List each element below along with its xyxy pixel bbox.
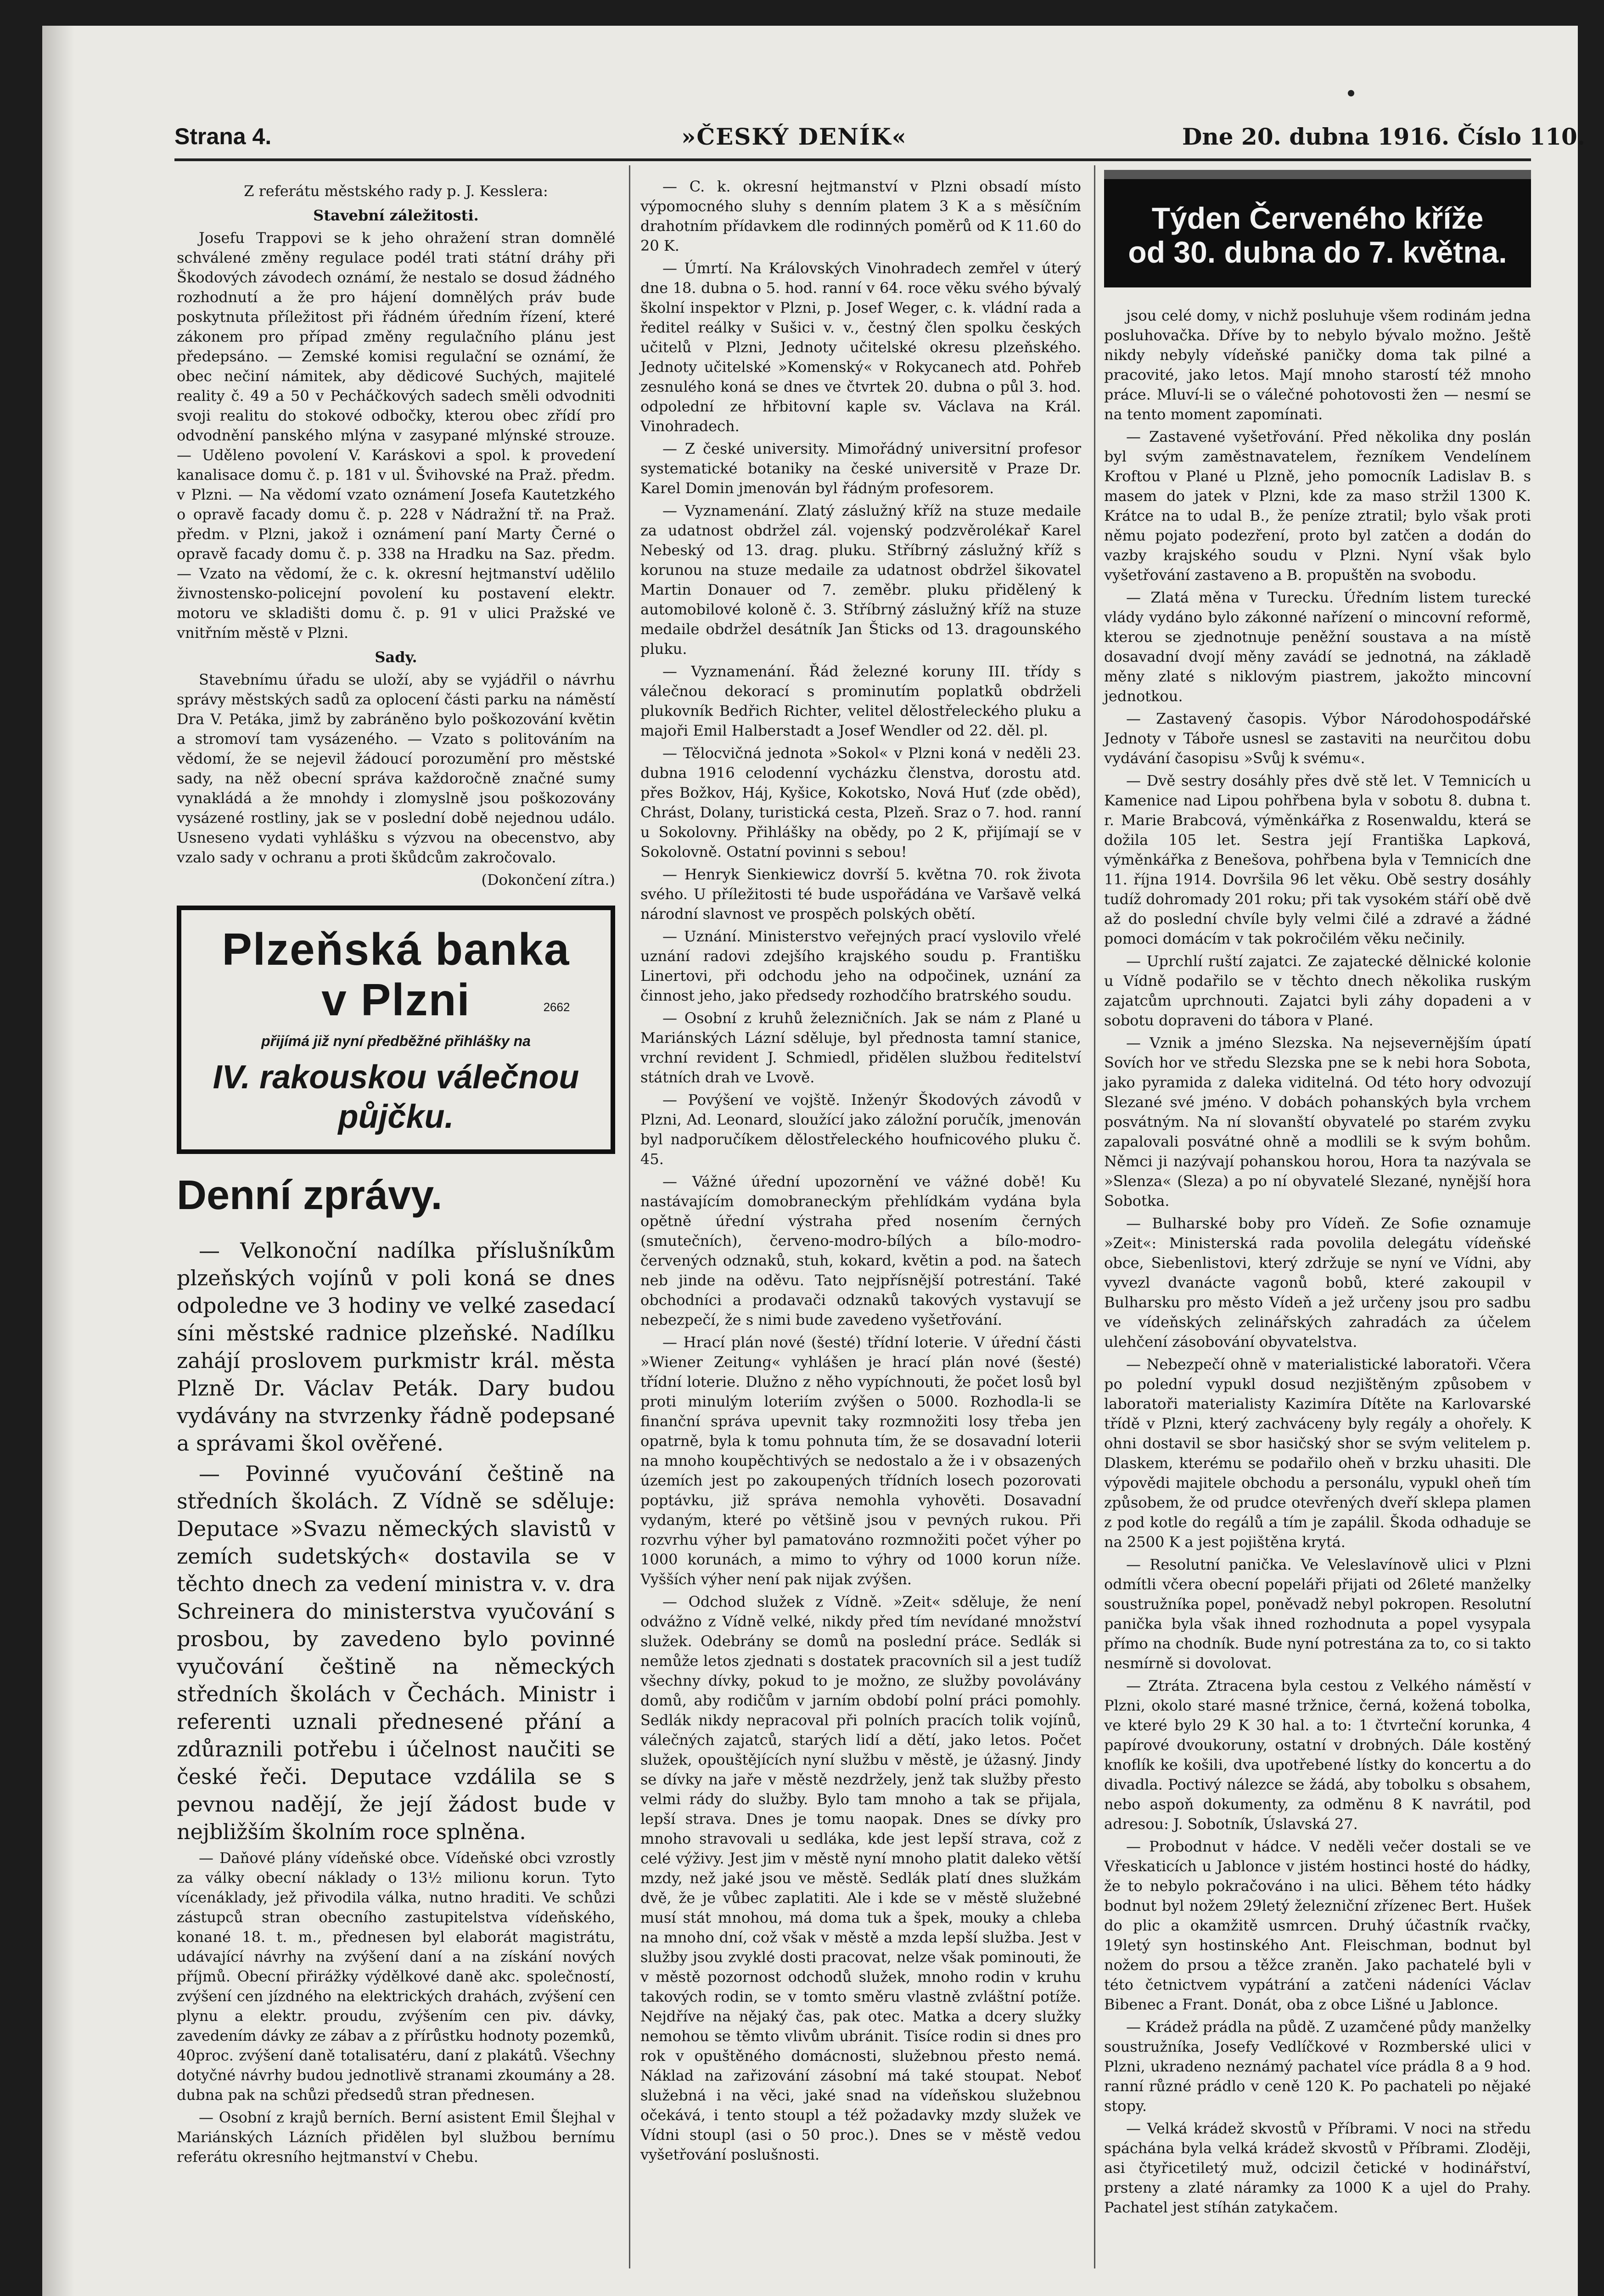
ad-bank-city: v Plzni <box>321 974 471 1025</box>
news-item: — Uprchlí ruští zajatci. Ze zajatecké dělnické kolonie u Vídně podařilo se v těchto dnech několika ruským zajatcům uprchnouti. Zajatci byli záhy dopadeni a v sobotu dopraveni do tábora v Plané. <box>1104 952 1531 1029</box>
bank-advertisement: Plzeňská banka v Plzni 2662 přijímá již nyní předběžné přihlášky na IV. rakouskou válečnou půjčku. <box>177 906 615 1154</box>
continued-note: (Dokončení zítra.) <box>481 871 615 889</box>
ad-loan-end: půjčku. <box>338 1098 454 1135</box>
news-item: — Hrací plán nové (šesté) třídní loterie. V úřední části »Wiener Zeitung« vyhlášen je hrací plán nové (šesté) třídní loterie. Dlužno z něho vypíchnouti, že počet losů byl proti minulým loteriím zvýšen o 5000. Rozhodla-li se finanční správa upevnit taky rozmnožiti losy třeba jen opatrně, byla k tomu pohnuta tím, že se dosavadní loterii na mnoho koupěchtivých se nedostalo a že i v obsazených územích jest po zakoupených třídních losech pozorovati poptávku, již správa nemohla vyhověti. Dosavadní vydaným, které po většině jsou v pevných rukou. Při rozvrhu výher byl pamatováno rozmnožiti počet výher po 1000 korunách, a mimo to výhry od 1000 korun níže. Vyšších výher není pak nijak zvýšen. <box>640 1334 1081 1588</box>
header-rule <box>174 158 1531 161</box>
news-item: — Zastavený časopis. Výbor Národohospodářské Jednoty v Táboře usnesl se zastaviti na neurčitou dobu vydávání časopisu »Svůj k svému«. <box>1104 710 1531 767</box>
box-dates: od 30. dubna do 7. května. <box>1128 235 1507 269</box>
news-item: — Povinné vyučování češtině na středních školách. Z Vídně se sděluje: Deputace »Svazu německých slavistů v zemích sudetských« dostavila se v těchto dnech za vedení ministra v. v. dra Schreinera do ministerstva vyučování s prosbou, by zavedeno bylo povinné vyučování češtině na německých středních školách v Čechách. Ministr i referenti uznali přednesené přání a zdůraznili potřebu i účelnost naučiti se české řeči. Deputace vzdálila se s pevnou nadějí, že její žádost bude v nejbližším školním roce splněna. <box>177 1461 615 1844</box>
news-item: — Vyznamenání. Řád železné koruny III. třídy s válečnou dekorací s prominutím poplatků obdrželi plukovník Bedřich Richter, velitel dělostřeleckého pluku a majoři Emil Halberstadt a Josef Wendler od 22. děl. pl. <box>640 663 1081 739</box>
column-middle <box>640 177 1081 2167</box>
news-item: — Velká krádež skvostů v Příbrami. V noci na středu spáchána byla velká krádež skvostů v Příbrami. Zloději, asi čtyřicetiletý muž, odcizil četické v hodinářství, prsteny a zlaté náramky za 1000 K a ujel do Prahy. Pachatel jest stíhán zatykačem. <box>1104 2120 1531 2216</box>
news-item: — Velkonoční nadílka příslušníkům plzeňských vojínů v poli koná se dnes odpoledne ve 3 hodiny ve velké zasedací síni městské radnice plzeňské. Nadílku zahájí proslovem purkmistr král. města Plzně Dr. Václav Peták. Dary budou vydávány na stvrzenky řádně podepsané a správami škol ověřené. <box>177 1238 615 1456</box>
news-item: — Bulharské boby pro Vídeň. Ze Sofie oznamuje »Zeit«: Ministerská rada povolila delegátu vídeňské obce, Siebenlistovi, který zdržuje se nyní ve Vídni, aby vyvezl dvanácte vagonů bobů, které zakoupil v Bulharsku pro město Vídeň a jež určeny jsou pro sadbu ve vídeňských zelinářských zahradách za účelem ulehčení zásobování obyvatelstva. <box>1104 1215 1531 1351</box>
column-left <box>177 177 615 2170</box>
news-lead <box>177 1237 615 1846</box>
news-item: — C. k. okresní hejtmanství v Plzni obsadí místo výpomocného sluhy s denním platem 3 K a s měsíčním drahotním přídavkem dle rodinných poměrů od K 11.60 do 20 K. <box>640 178 1081 254</box>
report-intro: Z referátu městského rady p. J. Kesslera: <box>244 182 548 200</box>
column-rule <box>1094 165 1095 2268</box>
news-item: — Z české university. Mimořádný universitní profesor systematické botaniky na české universitě v Praze Dr. Karel Domin jmenován byl řádným profesorem. <box>640 440 1081 497</box>
news-item: — Odchod služek z Vídně. »Zeit« sděluje, že není odvážno z Vídně velké, nikdy před tím nevídané množství služek. Odebrány se domů na poslední práce. Sedlák si nemůže letos zjednati s dostatek pracovních sil a jest tudíž všechny dívky, pokud to je možno, ze služby povolávány domů, aby rodičům v jarním období polní práci pomohly. Sedlák nikdy nepracoval při polních pracích tolik vojínů, válečných zajatců, starých lidí a dětí, jako letos. Počet služek, opouštějících nyní službu v městě, je úžasný. Jindy se dívky na jaře v městě nezdržely, jenž tak služby přesto velmi rády do služby. Bylo tam mnoho a tak se přijala, lepší strava. Dnes je tomu naopak. Dnes se dívky pro mnoho stravovali u sedláka, kde jest lepší strava, což z celé výživy. Jest jim v městě nyní mnoho platit daleko větší mzdy, než jaké jsou ve městě. Sedlák platí dnes služkám dvě, že je vůbec zaplatiti. Ale i kde se v městě služebné musí stát mnohou, má doma tuk a špek, mouky a chleba na mnoho dní, což však v městě a mzda lepší služba. Jest v služby jsou zvyklé dosti pracovat, nelze však pominouti, že v městě pozornost odchodů služek, mnoho rodin v kruhu takových rodin, se v tomto směru vlastně zvláštní potíže. Nejdříve na nějaký čas, pak otec. Matka a dcery služky nemohou se těmto vlivům ubránit. Tisíce rodin si dnes pro rok v opuštěného domácnosti, služebnou přesto nemá. Náklad na zařizování zásobní má také stoupat. Neboť služebná i na věci, jaké snad na vídeňskou služebnou očekává, i tento stoupl a též požadavky mzdy služek ve Vídni stoupl (asi o 50 proc.). Dnes se v městě vedou vyšetřování poslušnosti. <box>640 1593 1081 2163</box>
news-item: jsou celé domy, v nichž posluhuje všem rodinám jedna posluhovačka. Dříve by to nebylo bývalo možno. Ještě nikdy nebyly vídeňské paničky doma tak pilné a pracovité, jako letos. Mají mnoho starostí též mnoho práce. Mluví-li se o válečné pohotovosti žen — nesmí se na tento moment zapomínati. <box>1104 307 1531 423</box>
ad-subline: přijímá již nyní předběžné přihlášky na <box>261 1033 531 1049</box>
news-item: — Nebezpečí ohně v materialistické laboratoři. Včera po polední vypukl dosud nezjištěným způsobem v laboratoři materialisty Kazimíra Dítěte na Karlovarské třídě v Plzni, který zachváceny byly regály a ohořely. K ohni dostavil se sbor hasičský shor se svým velitelem p. Dlaskem, kterému se podařilo oheň v brzku uhasiti. Dle výpovědi majitele obchodu a personálu, vypukl oheň tím způsobem, že od prudce otevřených dveří sklepa plamen z pod kotle do regálů a tím je zapálil. Škoda odhaduje se na 2500 K a jest pojištěna krytá. <box>1104 1356 1531 1551</box>
news-item: — Tělocvičná jednota »Sokol« v Plzni koná v neděli 23. dubna 1916 celodenní vycházku členstva, dorostu atd. přes Božkov, Háj, Kyšice, Kokotsko, Nová Huť (zde oběd), Chrást, Dolany, turistická cesta, Plzeň. Sraz o 7. hod. ranní u Sokolovny. Přihlášky na obědy, po 2 K, přijímají se v Sokolovně. Ostatní povinni s sebou! <box>640 744 1081 861</box>
news-item: — Probodnut v hádce. V neděli večer dostali se ve Vřeskaticích u Jablonce v jistém hostinci hosté do hádky, že to nebylo pokračováno i na ulici. Během této hádky bodnut byl nožem 29letý železniční zřízenec Bert. Hušek do plic a okamžitě usmrcen. Druhý účastník rvačky, 19letý syn hostinského Ant. Fleischman, bodnut byl nožem do prsou a těžce zraněn. Jako pachatelé byli v této četnictvem vypátrání a zatčeni nádeníci Václav Bibenec a Frant. Donát, oba z obce Lišné u Jablonce. <box>1104 1838 1531 2013</box>
column-right <box>1104 177 1531 2220</box>
news-item: — Vznik a jméno Slezska. Na nejsevernějším úpatí Sovích hor ve středu Slezska pne se k nebi hora Sobota, jako pyramida z daleka viditelná. Od této hory odvozují Slezané své jméno. V dobách pohanských byla vrchem posvátným. Na ní slovanští obyvatelé po starém zvyku zapalovali posvátné ohně a modlili se k svým bohům. Němci ji nazývají pohanskou horou, Hora ta nazývala se »Slenza« (Sleza) a po ní obyvatelé Slezané, nynější hora Sobotka. <box>1104 1034 1531 1210</box>
news-item: — Osobní z kruhů železničních. Jak se nám z Plané u Mariánských Lázní sděluje, byl přednosta tamní stanice, vrchní revident J. Schmiedl, přidělen službou ředitelství státních drah ve Lvově. <box>640 1009 1081 1086</box>
news-item: — Povýšení ve vojště. Inženýr Škodových závodů v Plzni, Ad. Leonard, sloužící jako záložní poručík, jmenován byl nadporučíkem dělostřeleckého houfnicového pluku č. 45. <box>640 1091 1081 1168</box>
news-item: — Zlatá měna v Turecku. Úředním listem turecké vlády vydáno bylo zákonné nařízení o mincovní reformě, kterou se zjednotnuje peněžní soustava a na místě dosavadní dvojí měny zavádí se jednotná, na základě měny zlaté s niklovým piastrem, jakožto mincovní jednotkou. <box>1104 589 1531 705</box>
news-item: — Vážné úřední upozornění ve vážné době! Ku nastávajícím domobraneckým přehlídkám vydána byla opětně úřední výstraha před nosením černých (smutečních), červeno-modro-bílých a bílo-modro-červených odznaků, stuh, kokard, květin a pod. na šatech neb jinde na oděvu. Tato nejpřísnější potrestání. Také obchodníci a prodavači odznaků takových vystavují se nebezpečí, že s nimi bude zavedeno vyšetřování. <box>640 1173 1081 1328</box>
page-edge-shadow <box>42 26 74 2296</box>
article-paragraph: Josefu Trappovi se k jeho ohražení stran domnělé schválené změny regulace podél trati státní dráhy při Škodových závodech oznámí, že nestalo se dosud žádného rozhodnutí a že pro hájení domnělých práv bude poskytnuta příležitost při řádném úředním řízení, které zákonem pro případ změny regulačního plánu jest předepsáno. — Zemské komisi regulační se oznámí, že obec nečiní námitek, aby dědicové Suchých, majitelé reality č. 49 a 50 v Pecháčkových sadech směli odvodniti svoji realitu do stokové odbočky, kterou obec zřídí pro odvodnění panského mlýna v zasypané mlýnské strouze. — Uděleno povolení V. Karáskovi a spol. k provedení kanalisace domu č. p. 181 v ul. Švihovské na Praž. předm. v Plzni. — Na vědomí vzato oznámení Josefa Kautetzkého o opravě facady domu č. p. 228 v Nádražní tř. na Praž. předm. v Plzni, jakož i oznámení paní Marty Černé o opravě facady domu č. p. 338 na Hradku na Saz. předm. — Vzato na vědomí, že c. k. okresní hejtmanství udělilo živnostensko-policejní povolení ku postavení elektr. motoru ve skladišti domu č. p. 91 v ulici Pražské ve vnitřním městě v Plzni. <box>177 229 615 642</box>
news-item: — Daňové plány vídeňské obce. Vídeňské obci vzrostly za války obecní náklady o 13½ milionu korun. Tyto vícenáklady, jež přivodila válka, nutno hraditi. Ve schůzi zástupců stran obecního zastupitelstva vídeňského, konané 18. t. m., přednesen byl elaborát magistrátu, udávající návrhy na zvýšení daní a na získání nových příjmů. Obecní přirážky výdělkové daně akc. společností, zvýšení cen jízdného na elektrických drahách, zvýšení cen plynu a elektr. proudu, zvýšením cen piv. dávky, zavedením dávky ze zábav a z přírůstku hodnoty pozemků, 40proc. zvýšení daně totalisatéru, daní z plakátů. Všechny dotyčné návrhy budou jednotlivě stranami zkoumány a 28. dubna pak na schůzi předsedů stran přednesen. <box>177 1849 615 2104</box>
issue-date-number: Dne 20. dubna 1916. Číslo 110. <box>1182 123 1586 150</box>
ad-bank-name: Plzeňská banka <box>222 924 570 974</box>
news-item: — Dvě sestry dosáhly přes dvě stě let. V Temnicích u Kamenice nad Lipou pohřbena byla v sobotu 8. dubna t. r. Marie Brabcová, výměnkářka z Rosenwaldu, která se dožila 105 let. Sestra její Františka Lapková, výměnkářka z Benešova, pohřbena byla v Temnicích dne 11. října 1914. Dovršila 96 let věku. Obě sestry dosáhly tudíž dohromady 201 roku; při tak vysokém stáří obě dvě až do poslední chvíle byly velmi čilé a zdravé a žádné pomoci domácím v tak pokročilém věku nečinily. <box>1104 772 1531 947</box>
section-heading: Sady. <box>375 648 417 666</box>
news-item: — Krádež prádla na půdě. Z uzamčené půdy manželky soustružníka, Josefy Vedlíčkové v Rozmberské ulici v Plzni, ukradeno neznámý pachatel více prádla 8 a 9 hod. ranní různé prádlo v ceně 120 K. Po pachateli po nějaké stopy. <box>1104 2018 1531 2115</box>
news-item: — Zastavené vyšetřování. Před několika dny poslán byl svým zaměstnavatelem, řezníkem Vendelínem Kroftou v Plané u Plzně, jeho pomocník Ladislav B. s masem do jatek v Plzni, kde za maso stržil 1300 K. Krátce na to udal B., že peníze ztratil; bylo však proti němu pojato podezření, proto byl zatčen a dodán do vazby krajského soudu v Plzni. Nyní však bylo vyšetřování zastaveno a B. propuštěn na svobodu. <box>1104 428 1531 584</box>
news-item: — Resolutní panička. Ve Veleslavínově ulici v Plzni odmítli včera obecní popeláři přijati od 26leté manželky soustružníka popel, poněvadž nebyl pokropen. Resolutní panička byla však ihned rozhodnuta a popel vysypala přímo na chodník. Bude nyní potrestána za to, co si takto nesmírně si dovolovat. <box>1104 1556 1531 1672</box>
news-item: — Henryk Sienkiewicz dovrší 5. května 70. rok života svého. U příležitosti té bude uspořádána ve Varšavě velká národní slavnost ve prospěch polských obětí. <box>640 866 1081 923</box>
masthead: »ČESKÝ DENÍK« <box>681 123 907 150</box>
news-item: — Ztráta. Ztracena byla cestou z Velkého náměstí v Plzni, okolo staré masné tržnice, černá, kožená tobolka, ve které bylo 29 K 30 hal. a to: 1 čtvrteční korunka, 4 papírové dvoukoruny, ostatní v drobných. Dále kostěný knoflík ke košili, dva upotřebené lístky do koncertu a do divadla. Poctivý nálezce se žádá, aby tobolku s obsahem, nebo aspoň dokumenty, za odměnu 8 K navrátil, pod adresou: J. Sobotník, Úslavská 27. <box>1104 1677 1531 1833</box>
column-rule <box>629 165 630 2268</box>
red-cross-week-box <box>1104 170 1531 287</box>
ad-loan: IV. rakouskou válečnou <box>213 1059 579 1096</box>
print-speck <box>1348 90 1354 96</box>
box-title: Týden Červeného kříže <box>1151 201 1484 235</box>
section-heading: Stavební záležitosti. <box>313 207 479 224</box>
news-item: — Osobní z krajů berních. Berní asistent Emil Šlejhal v Mariánských Lázních přidělen byl službou bernímu referátu okresního hejtmanství v Chebu. <box>177 2109 615 2166</box>
news-item: — Uznání. Ministerstvo veřejných prací vyslovilo vřelé uznání radovi zdejšího krajského soudu p. Františku Linertovi, při odchodu jeho na odpočinek, uznání za činnost jeho, jako předsedy rozhodčího bratrského soudu. <box>640 928 1081 1004</box>
section-title: Denní zprávy. <box>177 1172 443 1218</box>
news-item: — Úmrtí. Na Královských Vinohradech zemřel v úterý dne 18. dubna o 5. hod. ranní v 64. roce věku svého bývalý školní inspektor v Plzni, p. Josef Weger, c. k. vládní rada a ředitel reálky v Sušici v. v., čestný člen spolku českých učitelů v Plzni, Jednoty učitelské okresu plzeňského. Jednoty učitelské »Komenský« v Rokycanech atd. Pohřeb zesnulého koná se dnes ve čtvrtek 20. dubna o půl 3. hod. odpolední ze hřbitovní kaple sv. Václava na Král. Vinohradech. <box>640 259 1081 435</box>
page-number: Strana 4. <box>174 124 272 149</box>
news-item: — Vyznamenání. Zlatý záslužný kříž na stuze medaile za udatnost obdržel zál. vojenský podzvěrolékař Karel Nebeský od 13. drag. pluku. Stříbrný záslužný kříž s korunou na stuze medaile za udatnost obdržel šikovatel Martin Donauer od 7. zeměbr. pluku přidělený k automobilové koloně č. 3. Stříbrný záslužný kříž na stuze medaile obdržel desátník Jan Šticks od 13. dragounského pluku. <box>640 502 1081 658</box>
article-paragraph: Stavebnímu úřadu se uloží, aby se vyjádřil o návrhu správy městských sadů za oplocení části parku na náměstí Dra V. Petáka, jimž by zabráněno bylo poškozování květin a stromoví tam vysázeného. — Vzato s politováním na vědomí, že se nejevil žádoucí porozumění pro městské sady, na něž obecní správa každoročně značné sumy vynakládá a že mnohdy i zlomyslně jsou poškozovány vysázené rostliny, jak se v poslední době nejednou událo. Usneseno vydati vyhlášku s výzvou na obecenstvo, aby vzalo sady v ochranu a proti škůdcům zakročovalo. <box>177 671 615 866</box>
